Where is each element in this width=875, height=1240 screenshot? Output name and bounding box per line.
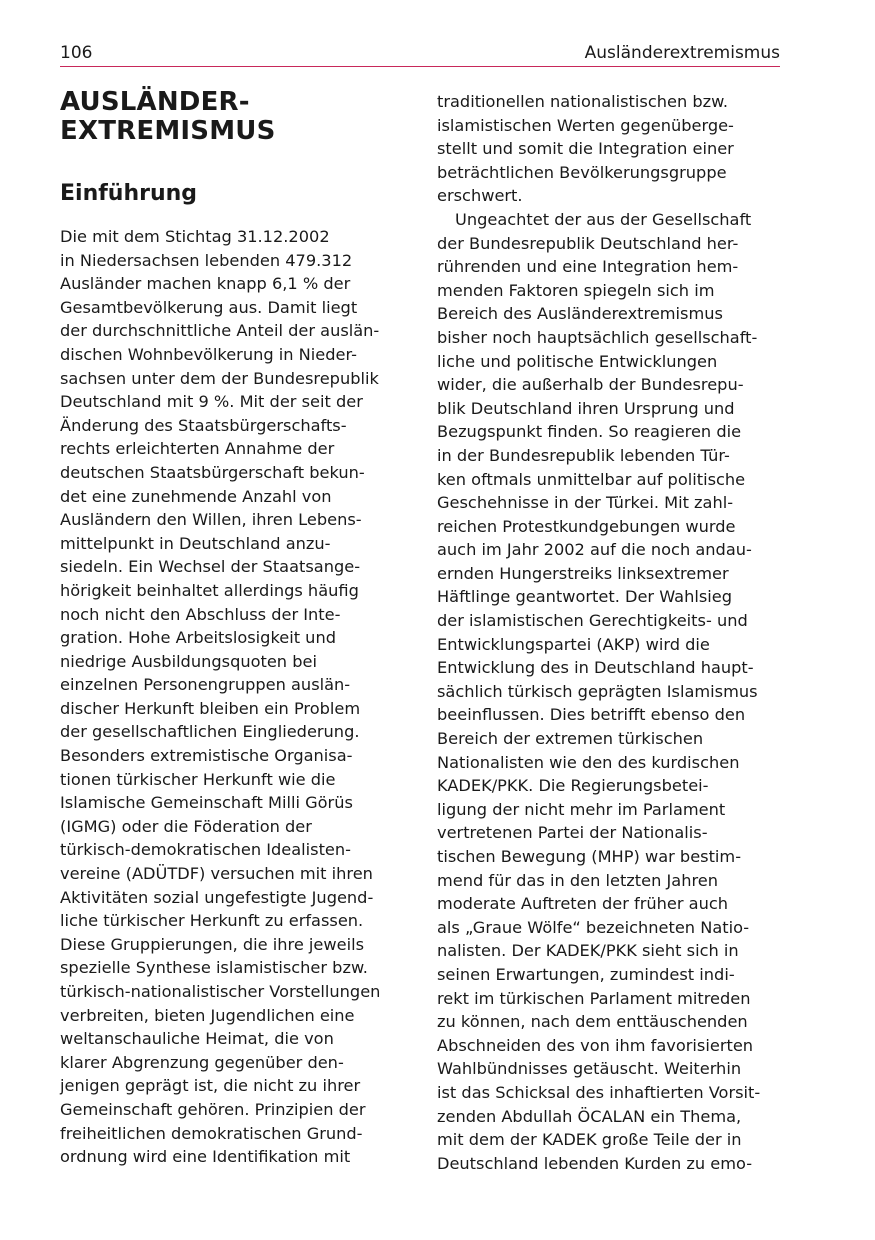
text-line: islamistischen Werten gegenüberge- bbox=[437, 115, 734, 135]
text-line: ernden Hungerstreiks linksextremer bbox=[437, 563, 729, 583]
text-line: Islamische Gemeinschaft Milli Görüs bbox=[60, 793, 353, 813]
text-line: moderate Auftreten der früher auch bbox=[437, 894, 729, 914]
text-line: liche und politische Entwicklungen bbox=[437, 351, 718, 371]
text-line: Bereich der extremen türkischen bbox=[437, 729, 704, 749]
text-line: mittelpunkt in Deutschland anzu- bbox=[60, 533, 331, 553]
text-line: türkisch-nationalistischer Vorstellungen bbox=[60, 982, 381, 1001]
text-line: erschwert. bbox=[437, 186, 523, 206]
text-line: freiheitlichen demokratischen Grund- bbox=[60, 1123, 363, 1143]
text-line: niedrige Ausbildungsquoten bei bbox=[60, 651, 317, 671]
text-line: reichen Protestkundgebungen wurde bbox=[437, 516, 736, 536]
text-line: Geschehnisse in der Türkei. Mit zahl- bbox=[437, 493, 734, 513]
text-line: der durchschnittliche Anteil der auslän- bbox=[60, 321, 380, 341]
chapter-title-line: AUSLÄNDER- bbox=[60, 87, 250, 117]
text-line: einzelnen Personengruppen auslän- bbox=[60, 675, 351, 695]
text-line: Änderung des Staatsbürgerschafts- bbox=[60, 415, 347, 435]
text-line: jenigen geprägt ist, die nicht zu ihrer bbox=[60, 1076, 361, 1096]
text-line: Wahlbündnisses getäuscht. Weiterhin bbox=[437, 1059, 742, 1079]
text-line: discher Herkunft bleiben ein Problem bbox=[60, 698, 361, 718]
text-line: seinen Erwartungen, zumindest indi- bbox=[437, 964, 735, 984]
text-line: menden Faktoren spiegeln sich im bbox=[437, 280, 715, 300]
text-line: dischen Wohnbevölkerung in Nieder- bbox=[60, 344, 357, 364]
text-line: ligung der nicht mehr im Parlament bbox=[437, 799, 726, 819]
text-line: rührenden und eine Integration hem- bbox=[437, 257, 739, 277]
text-line: der Bundesrepublik Deutschland her- bbox=[437, 233, 739, 253]
text-line: Nationalisten wie den des kurdischen bbox=[437, 752, 740, 772]
text-line: weltanschauliche Heimat, die von bbox=[60, 1029, 334, 1049]
text-line: beträchtlichen Bevölkerungsgruppe bbox=[437, 162, 727, 182]
text-line: der islamistischen Gerechtigkeits- und bbox=[437, 611, 748, 631]
text-line: wider, die außerhalb der Bundesrepu- bbox=[437, 375, 744, 395]
text-line: türkisch-demokratischen Idealisten- bbox=[60, 840, 351, 860]
text-line: klarer Abgrenzung gegenüber den- bbox=[60, 1052, 344, 1072]
page-header bbox=[60, 42, 780, 67]
text-line: rekt im türkischen Parlament mitreden bbox=[437, 988, 751, 1008]
right-paragraph-1 bbox=[437, 90, 782, 208]
text-line: beeinflussen. Dies betrifft ebenso den bbox=[437, 705, 746, 725]
text-line: zu können, nach dem enttäuschenden bbox=[437, 1012, 748, 1032]
left-paragraph bbox=[60, 225, 405, 1169]
text-line: Aktivitäten sozial ungefestigte Jugend- bbox=[60, 887, 374, 907]
text-line: vereine (ADÜTDF) versuchen mit ihren bbox=[60, 864, 373, 884]
text-line: Bereich des Ausländerextremismus bbox=[437, 304, 723, 324]
text-line: tischen Bewegung (MHP) war bestim- bbox=[437, 847, 742, 866]
text-line: in Niedersachsen lebenden 479.312 bbox=[60, 250, 353, 270]
chapter-title-line: EXTREMISMUS bbox=[60, 116, 276, 146]
text-line: der gesellschaftlichen Eingliederung. bbox=[60, 722, 360, 742]
text-line: bisher noch hauptsächlich gesellschaft- bbox=[437, 327, 758, 347]
text-line: zenden Abdullah ÖCALAN ein Thema, bbox=[437, 1106, 742, 1126]
text-line: Deutschland mit 9 %. Mit der seit der bbox=[60, 392, 363, 412]
running-title: Ausländerextremismus bbox=[584, 43, 780, 63]
text-line: tionen türkischer Herkunft wie die bbox=[60, 769, 336, 789]
text-line: stellt und somit die Integration einer bbox=[437, 139, 734, 159]
text-line: Besonders extremistische Organisa- bbox=[60, 746, 353, 766]
text-line: hörigkeit beinhaltet allerdings häufig bbox=[60, 580, 359, 600]
text-line: als „Graue Wölfe“ bezeichneten Natio- bbox=[437, 917, 750, 937]
text-line: verbreiten, bieten Jugendlichen eine bbox=[60, 1005, 355, 1025]
text-line: mit dem der KADEK große Teile der in bbox=[437, 1130, 742, 1150]
text-line: traditionellen nationalistischen bzw. bbox=[437, 92, 729, 111]
text-line: Abschneiden des von ihm favorisierten bbox=[437, 1035, 754, 1055]
text-line: KADEK/PKK. Die Regierungsbetei- bbox=[437, 776, 709, 796]
text-line: Häftlinge geantwortet. Der Wahlsieg bbox=[437, 587, 733, 607]
text-line: vertretenen Partei der Nationalis- bbox=[437, 823, 708, 843]
text-line: Diese Gruppierungen, die ihre jeweils bbox=[60, 934, 365, 954]
text-line: Entwicklungspartei (AKP) wird die bbox=[437, 634, 710, 654]
text-line: spezielle Synthese islamistischer bzw. bbox=[60, 958, 368, 978]
text-line: ordnung wird eine Identifikation mit bbox=[60, 1147, 351, 1167]
text-line: siedeln. Ein Wechsel der Staatsange- bbox=[60, 557, 361, 577]
text-line: rechts erleichterten Annahme der bbox=[60, 439, 335, 459]
text-line: Ausländer machen knapp 6,1 % der bbox=[60, 274, 351, 294]
text-line: liche türkischer Herkunft zu erfassen. bbox=[60, 911, 364, 931]
text-line: ist das Schicksal des inhaftierten Vorsit- bbox=[437, 1082, 761, 1102]
text-line: gration. Hohe Arbeitslosigkeit und bbox=[60, 628, 336, 648]
page-number: 106 bbox=[60, 43, 93, 63]
text-line: Entwicklung des in Deutschland haupt- bbox=[437, 658, 754, 678]
text-line: Ungeachtet der aus der Gesellschaft bbox=[455, 209, 752, 229]
text-line: (IGMG) oder die Föderation der bbox=[60, 816, 312, 836]
text-line: Bezugspunkt finden. So reagieren die bbox=[437, 422, 742, 442]
text-line: det eine zunehmende Anzahl von bbox=[60, 486, 332, 506]
text-line: noch nicht den Abschluss der Inte- bbox=[60, 604, 341, 624]
text-line: deutschen Staatsbürgerschaft bekun- bbox=[60, 462, 365, 482]
right-paragraph-2 bbox=[437, 208, 782, 1175]
text-line: ken oftmals unmittelbar auf politische bbox=[437, 469, 746, 489]
left-column bbox=[60, 88, 405, 1169]
section-heading: Einführung bbox=[60, 181, 198, 206]
chapter-title bbox=[60, 88, 405, 146]
text-line: mend für das in den letzten Jahren bbox=[437, 870, 718, 890]
text-line: in der Bundesrepublik lebenden Tür- bbox=[437, 445, 730, 465]
text-line: auch im Jahr 2002 auf die noch andau- bbox=[437, 540, 752, 560]
text-line: Die mit dem Stichtag 31.12.2002 bbox=[60, 227, 330, 246]
text-line: sächlich türkisch geprägten Islamismus bbox=[437, 681, 758, 701]
text-line: nalisten. Der KADEK/PKK sieht sich in bbox=[437, 941, 739, 961]
text-line: Gesamtbevölkerung aus. Damit liegt bbox=[60, 297, 358, 317]
text-line: sachsen unter dem der Bundesrepublik bbox=[60, 368, 379, 388]
text-line: Gemeinschaft gehören. Prinzipien der bbox=[60, 1099, 366, 1119]
text-line: Deutschland lebenden Kurden zu emo- bbox=[437, 1153, 753, 1173]
right-column bbox=[437, 90, 782, 1175]
text-line: Ausländern den Willen, ihren Lebens- bbox=[60, 510, 362, 530]
text-line: blik Deutschland ihren Ursprung und bbox=[437, 398, 735, 418]
